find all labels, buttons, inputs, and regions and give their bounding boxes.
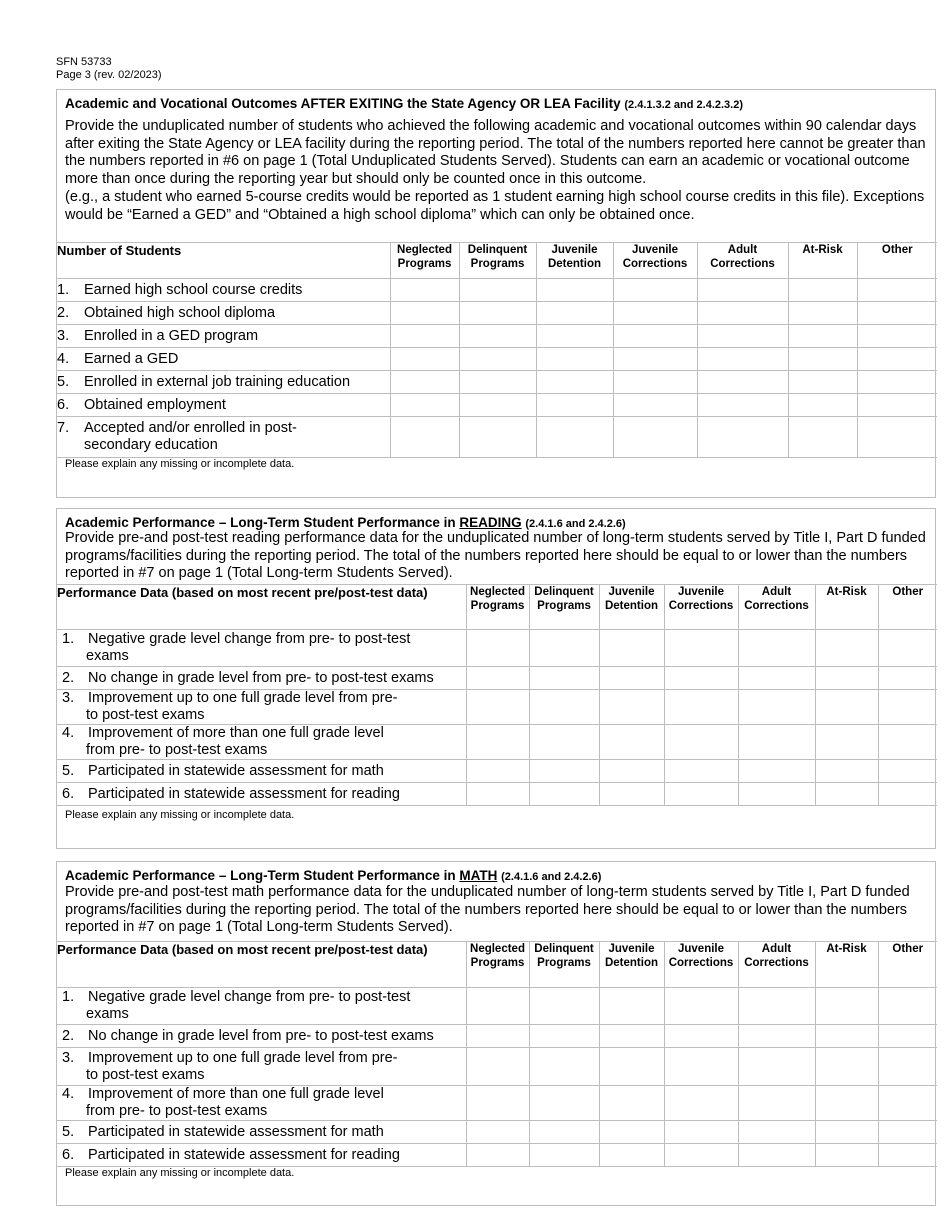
- entry-cell[interactable]: [599, 667, 664, 690]
- row-label: [57, 325, 390, 348]
- row-text: Participated in statewide assessment for reading: [88, 785, 400, 802]
- entry-cell[interactable]: [613, 302, 697, 325]
- col-delinquent: Delinquent Programs: [459, 243, 536, 279]
- table-row: [57, 1025, 937, 1048]
- entry-cell[interactable]: [536, 417, 613, 458]
- row-label: [57, 1025, 466, 1048]
- col-adult-corrections: Adult Corrections: [697, 243, 788, 279]
- entry-cell[interactable]: [815, 1144, 878, 1167]
- entry-cell[interactable]: [529, 667, 599, 690]
- entry-cell[interactable]: [536, 394, 613, 417]
- entry-cell[interactable]: [529, 1121, 599, 1144]
- table-row: [57, 1048, 937, 1086]
- row-text: Improvement of more than one full grade level: [88, 1086, 384, 1102]
- entry-cell[interactable]: [815, 988, 878, 1025]
- entry-cell[interactable]: [697, 302, 788, 325]
- entry-cell[interactable]: [599, 690, 664, 725]
- col-juvenile-detention: Juvenile Detention: [536, 243, 613, 279]
- entry-cell[interactable]: [815, 1025, 878, 1048]
- entry-cell[interactable]: [788, 371, 857, 394]
- entry-cell[interactable]: [613, 371, 697, 394]
- row-label: [57, 371, 390, 394]
- entry-cell[interactable]: [536, 325, 613, 348]
- row-number: 1.: [57, 281, 70, 298]
- entry-cell[interactable]: [878, 1025, 937, 1048]
- entry-cell[interactable]: [815, 630, 878, 667]
- table-row: [57, 1144, 937, 1167]
- table-row: [57, 325, 937, 348]
- entry-cell[interactable]: [788, 279, 857, 302]
- entry-cell[interactable]: [738, 1086, 815, 1121]
- row-text: Enrolled in a GED program: [84, 327, 259, 344]
- row-number: 1.: [62, 631, 75, 647]
- entry-cell[interactable]: [466, 667, 529, 690]
- entry-cell[interactable]: [390, 394, 459, 417]
- form-header: [56, 56, 162, 82]
- entry-cell[interactable]: [815, 667, 878, 690]
- col-neglected: Neglected Programs: [466, 585, 529, 630]
- row-label: [57, 667, 466, 690]
- table-row: [57, 783, 937, 806]
- table-row: [57, 348, 937, 371]
- entry-cell[interactable]: [529, 1025, 599, 1048]
- entry-cell[interactable]: [613, 348, 697, 371]
- row-number: 2.: [62, 1027, 75, 1044]
- row-text: Obtained high school diploma: [84, 304, 276, 321]
- entry-cell[interactable]: [459, 371, 536, 394]
- entry-cell[interactable]: [857, 417, 937, 458]
- row-text: Participated in statewide assessment for math: [88, 1123, 384, 1140]
- row-number: 5.: [57, 373, 70, 390]
- row-label: [57, 279, 390, 302]
- table-row: [57, 725, 937, 760]
- entry-cell[interactable]: [664, 1121, 738, 1144]
- row-text: Participated in statewide assessment for math: [88, 762, 384, 779]
- entry-cell[interactable]: [664, 1048, 738, 1086]
- entry-cell[interactable]: [878, 667, 937, 690]
- col-other: Other: [878, 585, 937, 630]
- section2-explain-label: Please explain any missing or incomplete data.: [65, 809, 295, 821]
- col-juvenile-detention: Juvenile Detention: [599, 585, 664, 630]
- entry-cell[interactable]: [459, 325, 536, 348]
- section3-explain-label: Please explain any missing or incomplete data.: [65, 1167, 295, 1179]
- section-math: [56, 861, 936, 1206]
- entry-cell[interactable]: [459, 348, 536, 371]
- entry-cell[interactable]: [815, 1086, 878, 1121]
- entry-cell[interactable]: [664, 690, 738, 725]
- entry-cell[interactable]: [459, 394, 536, 417]
- entry-cell[interactable]: [466, 690, 529, 725]
- entry-cell[interactable]: [613, 394, 697, 417]
- row-text-continued: from pre- to post-test exams: [86, 1103, 268, 1119]
- row-text: Improvement up to one full grade level from pre-: [88, 1049, 398, 1066]
- entry-cell[interactable]: [466, 1121, 529, 1144]
- row-number: 2.: [57, 304, 70, 321]
- row-text: Accepted and/or enrolled in post-: [84, 420, 297, 436]
- row-text: Improvement up to one full grade level from pre-: [88, 690, 398, 706]
- entry-cell[interactable]: [664, 630, 738, 667]
- entry-cell[interactable]: [697, 417, 788, 458]
- entry-cell[interactable]: [664, 1144, 738, 1167]
- table-row: [57, 667, 937, 690]
- entry-cell[interactable]: [466, 1144, 529, 1167]
- section3-title: Academic Performance – Long-Term Student Performance in MATH (2.4.1.6 and 2.4.2.6): [65, 868, 602, 883]
- row-header: Number of Students: [57, 243, 390, 279]
- entry-cell[interactable]: [815, 1048, 878, 1086]
- entry-cell[interactable]: [466, 1048, 529, 1086]
- entry-cell[interactable]: [815, 760, 878, 783]
- entry-cell[interactable]: [664, 988, 738, 1025]
- entry-cell[interactable]: [599, 1048, 664, 1086]
- entry-cell[interactable]: [738, 725, 815, 760]
- entry-cell[interactable]: [664, 783, 738, 806]
- row-label: [57, 725, 466, 760]
- entry-cell[interactable]: [536, 348, 613, 371]
- entry-cell[interactable]: [613, 325, 697, 348]
- entry-cell[interactable]: [529, 725, 599, 760]
- entry-cell[interactable]: [466, 1025, 529, 1048]
- section-reading: [56, 508, 936, 849]
- table-row: [57, 760, 937, 783]
- entry-cell[interactable]: [788, 325, 857, 348]
- entry-cell[interactable]: [529, 1144, 599, 1167]
- row-number: 4.: [62, 725, 75, 741]
- row-text: Obtained employment: [84, 396, 226, 413]
- entry-cell[interactable]: [599, 988, 664, 1025]
- row-label: [57, 302, 390, 325]
- entry-cell[interactable]: [536, 279, 613, 302]
- row-label: [57, 783, 466, 806]
- table-row: [57, 630, 937, 667]
- section-vocational-outcomes: [56, 89, 936, 498]
- col-at-risk: At-Risk: [815, 585, 878, 630]
- row-text-continued: exams: [86, 1006, 129, 1022]
- col-neglected: Neglected Programs: [466, 942, 529, 988]
- row-number: 7.: [57, 420, 70, 436]
- entry-cell[interactable]: [878, 988, 937, 1025]
- entry-cell[interactable]: [599, 760, 664, 783]
- row-text: Negative grade level change from pre- to post-test: [88, 631, 411, 647]
- entry-cell[interactable]: [878, 783, 937, 806]
- entry-cell[interactable]: [857, 348, 937, 371]
- entry-cell[interactable]: [697, 394, 788, 417]
- entry-cell[interactable]: [529, 783, 599, 806]
- row-text: Earned high school course credits: [84, 281, 303, 298]
- col-adult-corrections: Adult Corrections: [738, 942, 815, 988]
- entry-cell[interactable]: [788, 302, 857, 325]
- entry-cell[interactable]: [459, 279, 536, 302]
- entry-cell[interactable]: [697, 371, 788, 394]
- entry-cell[interactable]: [529, 760, 599, 783]
- entry-cell[interactable]: [697, 348, 788, 371]
- row-text: Participated in statewide assessment for reading: [88, 1146, 400, 1163]
- entry-cell[interactable]: [536, 371, 613, 394]
- row-label: [57, 394, 390, 417]
- entry-cell[interactable]: [529, 690, 599, 725]
- entry-cell[interactable]: [466, 725, 529, 760]
- col-juvenile-corrections: Juvenile Corrections: [664, 585, 738, 630]
- entry-cell[interactable]: [878, 725, 937, 760]
- entry-cell[interactable]: [390, 348, 459, 371]
- entry-cell[interactable]: [738, 1144, 815, 1167]
- form-number: SFN 53733: [56, 56, 112, 68]
- entry-cell[interactable]: [697, 325, 788, 348]
- table-row: [57, 988, 937, 1025]
- entry-cell[interactable]: [459, 417, 536, 458]
- col-other: Other: [857, 243, 937, 279]
- section2-table: [57, 584, 937, 806]
- row-header: Performance Data (based on most recent pre/post-test data): [57, 585, 466, 630]
- entry-cell[interactable]: [878, 1144, 937, 1167]
- entry-cell[interactable]: [788, 348, 857, 371]
- row-label: [57, 1121, 466, 1144]
- section1-title: Academic and Vocational Outcomes AFTER EXITING the State Agency OR LEA Facility (2.4.1.3.2 and 2.4.2.3.2): [65, 96, 744, 111]
- entry-cell[interactable]: [599, 1144, 664, 1167]
- table-row: [57, 371, 937, 394]
- entry-cell[interactable]: [738, 667, 815, 690]
- row-number: 5.: [62, 762, 75, 779]
- entry-cell[interactable]: [529, 1048, 599, 1086]
- entry-cell[interactable]: [466, 988, 529, 1025]
- entry-cell[interactable]: [664, 760, 738, 783]
- col-juvenile-detention: Juvenile Detention: [599, 942, 664, 988]
- entry-cell[interactable]: [878, 630, 937, 667]
- entry-cell[interactable]: [466, 1086, 529, 1121]
- entry-cell[interactable]: [857, 302, 937, 325]
- entry-cell[interactable]: [738, 1048, 815, 1086]
- row-number: 2.: [62, 669, 75, 686]
- entry-cell[interactable]: [529, 630, 599, 667]
- entry-cell[interactable]: [738, 988, 815, 1025]
- entry-cell[interactable]: [599, 630, 664, 667]
- entry-cell[interactable]: [857, 371, 937, 394]
- col-at-risk: At-Risk: [788, 243, 857, 279]
- row-number: 5.: [62, 1123, 75, 1140]
- table-row: [57, 690, 937, 725]
- entry-cell[interactable]: [599, 1121, 664, 1144]
- entry-cell[interactable]: [738, 1121, 815, 1144]
- entry-cell[interactable]: [599, 1025, 664, 1048]
- col-juvenile-corrections: Juvenile Corrections: [613, 243, 697, 279]
- row-label: [57, 1048, 466, 1086]
- row-number: 4.: [62, 1086, 75, 1102]
- entry-cell[interactable]: [390, 325, 459, 348]
- section3-intro: Provide pre-and post-test math performance data for the unduplicated number of long-term students served by Title I, Part D funded programs/facilities during the reporting period. The total of the numbers reported here should be equal to or lower than the numbers reported in #7 on page 1 (Total Long-term Students Served).: [65, 884, 910, 936]
- row-text: Enrolled in external job training education: [84, 373, 351, 390]
- entry-cell[interactable]: [738, 1025, 815, 1048]
- table-row: [57, 394, 937, 417]
- entry-cell[interactable]: [466, 630, 529, 667]
- entry-cell[interactable]: [664, 725, 738, 760]
- entry-cell[interactable]: [697, 279, 788, 302]
- col-delinquent: Delinquent Programs: [529, 942, 599, 988]
- entry-cell[interactable]: [599, 783, 664, 806]
- col-delinquent: Delinquent Programs: [529, 585, 599, 630]
- col-adult-corrections: Adult Corrections: [738, 585, 815, 630]
- entry-cell[interactable]: [878, 1086, 937, 1121]
- entry-cell[interactable]: [788, 394, 857, 417]
- col-neglected: Neglected Programs: [390, 243, 459, 279]
- entry-cell[interactable]: [466, 760, 529, 783]
- entry-cell[interactable]: [857, 394, 937, 417]
- row-text: Earned a GED: [84, 350, 179, 367]
- entry-cell[interactable]: [390, 279, 459, 302]
- section1-intro: Provide the unduplicated number of students who achieved the following academic and vocational outcomes within 90 calendar days after exiting the State Agency or LEA facility during the reporting period. The total of the numbers reported here cannot be greater than the numbers reported in #6 on page 1 (Total Unduplicated Students Served). Students can earn an academic or vocational outcome more than once during the reporting year but should only be counted once in this outcome. (e.g., a student who earned 5-course credits would be reported as 1 student earning high school course credits in this file). Exceptions would be “Earned a GED” and “Obtained a high school diploma” which can only be obtained once.: [65, 118, 926, 223]
- row-number: 3.: [57, 327, 70, 344]
- entry-cell[interactable]: [878, 1121, 937, 1144]
- row-text-continued: exams: [86, 648, 129, 664]
- entry-cell[interactable]: [857, 279, 937, 302]
- entry-cell[interactable]: [459, 302, 536, 325]
- row-header: Performance Data (based on most recent pre/post-test data): [57, 942, 466, 988]
- section2-title: Academic Performance – Long-Term Student Performance in READING (2.4.1.6 and 2.4.2.6): [65, 515, 626, 530]
- entry-cell[interactable]: [738, 630, 815, 667]
- entry-cell[interactable]: [738, 760, 815, 783]
- row-number: 6.: [57, 396, 70, 413]
- row-number: 3.: [62, 690, 75, 706]
- row-number: 4.: [57, 350, 70, 367]
- entry-cell[interactable]: [878, 1048, 937, 1086]
- entry-cell[interactable]: [857, 325, 937, 348]
- row-text-continued: from pre- to post-test exams: [86, 742, 268, 758]
- row-label: [57, 1086, 466, 1121]
- section1-explain-label: Please explain any missing or incomplete data.: [65, 458, 295, 470]
- entry-cell[interactable]: [788, 417, 857, 458]
- entry-cell[interactable]: [738, 783, 815, 806]
- entry-cell[interactable]: [815, 783, 878, 806]
- entry-cell[interactable]: [599, 725, 664, 760]
- entry-cell[interactable]: [536, 302, 613, 325]
- col-juvenile-corrections: Juvenile Corrections: [664, 942, 738, 988]
- table-row: [57, 302, 937, 325]
- table-row: [57, 417, 937, 458]
- row-text: No change in grade level from pre- to post-test exams: [88, 1027, 434, 1044]
- entry-cell[interactable]: [390, 302, 459, 325]
- table-row: [57, 1086, 937, 1121]
- entry-cell[interactable]: [390, 417, 459, 458]
- col-other: Other: [878, 942, 937, 988]
- entry-cell[interactable]: [613, 279, 697, 302]
- row-number: 6.: [62, 785, 75, 802]
- page-info: Page 3 (rev. 02/2023): [56, 69, 162, 81]
- entry-cell[interactable]: [390, 371, 459, 394]
- entry-cell[interactable]: [664, 1086, 738, 1121]
- section1-table: [57, 242, 937, 458]
- entry-cell[interactable]: [529, 1086, 599, 1121]
- entry-cell[interactable]: [878, 760, 937, 783]
- row-text: Improvement of more than one full grade level: [88, 725, 384, 741]
- row-number: 1.: [62, 989, 75, 1005]
- row-text: Negative grade level change from pre- to post-test: [88, 989, 411, 1005]
- entry-cell[interactable]: [664, 667, 738, 690]
- entry-cell[interactable]: [599, 1086, 664, 1121]
- col-at-risk: At-Risk: [815, 942, 878, 988]
- entry-cell[interactable]: [664, 1025, 738, 1048]
- entry-cell[interactable]: [738, 690, 815, 725]
- row-text-continued: to post-test exams: [86, 707, 205, 723]
- entry-cell[interactable]: [815, 1121, 878, 1144]
- entry-cell[interactable]: [466, 783, 529, 806]
- row-text-continued: to post-test exams: [86, 1066, 205, 1083]
- row-number: 6.: [62, 1146, 75, 1163]
- row-label: [57, 760, 466, 783]
- row-label: [57, 348, 390, 371]
- row-label: [57, 1144, 466, 1167]
- table-row: [57, 1121, 937, 1144]
- row-label: [57, 988, 466, 1025]
- section2-intro: Provide pre-and post-test reading performance data for the unduplicated number of long-term students served by Title I, Part D funded programs/facilities during the reporting period. The total of the numbers reported here should be equal to or lower than the numbers reported in #7 on page 1 (Total Long-term Students Served).: [65, 530, 926, 582]
- row-label: [57, 417, 390, 458]
- entry-cell[interactable]: [613, 417, 697, 458]
- row-label: [57, 690, 466, 725]
- entry-cell[interactable]: [529, 988, 599, 1025]
- entry-cell[interactable]: [815, 725, 878, 760]
- table-row: [57, 279, 937, 302]
- row-number: 3.: [62, 1049, 75, 1066]
- entry-cell[interactable]: [815, 690, 878, 725]
- row-text-continued: secondary education: [84, 437, 218, 453]
- row-label: [57, 630, 466, 667]
- section3-table: [57, 941, 937, 1167]
- entry-cell[interactable]: [878, 690, 937, 725]
- row-text: No change in grade level from pre- to post-test exams: [88, 669, 434, 686]
